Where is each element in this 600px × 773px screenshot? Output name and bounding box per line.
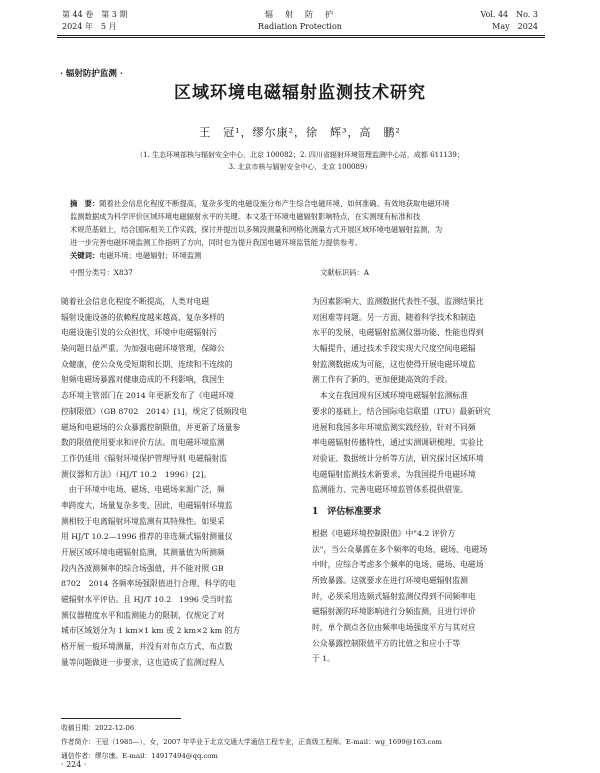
body-line: 时，单个测点各位由频率电场强度平方与其对应	[312, 623, 476, 633]
header-journal-en: Radiation Protection	[258, 22, 342, 31]
left-column	[61, 294, 291, 671]
header-rule	[57, 35, 545, 36]
body-line: 射监测数据成为可能，这也使得开展电磁环境监	[312, 359, 476, 369]
body-line: 测仪器和方法》（HJ/T 10.2 1996）[2]。	[61, 469, 212, 479]
body-line: 对验证、数据统计分析等方法，研究探讨区域环境	[312, 453, 484, 463]
body-line: 水平的发展，电磁辐射监测仪器功能、性能也得到	[312, 328, 484, 338]
body-line: 随着社会信息化程度不断提高，人类对电磁	[61, 297, 210, 306]
body-line: 8702 2014 各频率场强限值进行合理、科学的电	[61, 579, 236, 589]
body-line: 格开展一般环境测量，并没有对布点方式、布点数	[61, 642, 233, 652]
body-line: 磁辐射水平评估。且 HJ/T 10.2 1996 受当时监	[61, 595, 233, 605]
body-line: 所致暴露。这就要求在进行环境电磁辐射监测	[312, 576, 468, 585]
body-line: 城市区域划分为 1 km×1 km 或 2 km×2 km 的方	[61, 626, 241, 636]
body-line: 要求的基础上，结合国际电信联盟（ITU）最新研究	[312, 406, 491, 416]
body-line: 众健康，使公众免受短期和长期、连续和不连续的	[61, 359, 233, 369]
body-line: 大幅提升，通过技术手段实现大尺度空间电磁辐	[312, 344, 476, 354]
right-column	[312, 294, 542, 667]
body-line: 态环境主管部门在 2014 年更新发布了《电磁环境	[61, 391, 234, 401]
footnote-rule	[61, 718, 181, 719]
keywords	[70, 251, 201, 261]
body-line: 进展和我国多年环境监测实践经验，针对不同频	[312, 422, 476, 432]
footnote-received: 收稿日期：2022-12-06	[61, 724, 135, 732]
footnote-corresponding: 通信作者：缪尔康。E-mail：14917494@qq.com	[61, 752, 218, 760]
body-line: 量等问题做进一步要求，这也造成了监测过程人	[61, 657, 225, 667]
body-line: 时，必须采用选频式辐射监测仪得到不同频率电	[312, 591, 476, 601]
abstract-line: 随着社会信息化程度不断提高，复杂多变的电磁设施分布产生综合电磁环境，如何准确、有效地获取电磁环境	[99, 199, 450, 208]
body-line: 为因素影响大、监测数据代表性不强、监测结果比	[312, 297, 484, 306]
authors: 王 冠¹，缪尔康²，徐 辉³，高 鹏²	[199, 126, 401, 139]
body-line: 本文在我国现有区域环境电磁辐射监测标准	[312, 391, 468, 401]
abstract	[70, 197, 540, 249]
page-number: · 224 ·	[61, 760, 87, 769]
header-date-cn: 2024 年 5 月	[62, 22, 117, 31]
body-line: 染问题日益严重。为加强电磁环境管理，保障公	[61, 344, 225, 354]
body-line: 控制限值》（GB 8702 2014）[1]，规定了低频段电	[61, 406, 248, 416]
body-line: 工作仍延用《辐射环境保护管理导则 电磁辐射监	[61, 453, 228, 463]
abstract-label: 摘 要：	[70, 199, 100, 208]
abstract-line: 进一步完善电磁环境监测工作指明了方向，同时也为提升我国电磁环境监管能力提供参考。	[70, 238, 362, 247]
body-line: 测仪器精度水平和监测能力的限制，仅规定了对	[61, 610, 225, 620]
document-code: 文献标识码：A	[320, 268, 370, 277]
section-1-heading: 1 评估标准要求	[312, 506, 382, 517]
body-line: 磁场和电磁场的公众暴露控制限值，并更新了场量参	[61, 422, 241, 432]
body-line: 电磁辐射监测技术新要求，为我国提升电磁环境	[312, 469, 476, 479]
header-date-en: May 2024	[492, 22, 538, 31]
body-line: 根据《电磁环境控制限值》中"4.2 评价方	[312, 528, 456, 538]
body-line: 电磁设施引发的公众担忧，环境中电磁辐射污	[61, 328, 217, 338]
body-line: 磁辐射源的环境影响进行分频监测，且进行评价	[312, 607, 476, 617]
section-heading	[312, 498, 542, 526]
keywords-label: 关键词：	[70, 251, 100, 260]
paper-title: 区域环境电磁辐射监测技术研究	[174, 83, 426, 103]
body-line: 监测能力、完善电磁环境监管体系提供借鉴。	[312, 485, 468, 495]
body-line: 公众暴露控制限值平方的比值之和应小于等	[312, 638, 461, 648]
body-line: 段内各波测频率的综合场强值，并不能对照 GB	[61, 563, 224, 573]
body-line: 于 1。	[312, 654, 336, 664]
body-line: 开展区域环境电磁辐射监测，其测量值为所测频	[61, 548, 225, 557]
body-line: 辐射设施设备的依赖程度越来越高，复杂多样的	[61, 312, 225, 322]
body-line: 测工作有了新的、更加便捷高效的手段。	[312, 375, 453, 385]
body-line: 对困难等问题。另一方面，随着科学技术和制造	[312, 312, 476, 322]
affiliation-line: 3. 北京市核与辐射安全中心，北京 100089）	[228, 163, 372, 171]
body-line: 射频电磁场暴露对健康造成的不利影响，我国生	[61, 375, 225, 385]
body-line: 率跨度大，场量复杂多变，因此，电磁辐射环境监	[61, 500, 233, 510]
header-journal-cn: 辐 射 防 护	[265, 10, 335, 19]
body-line: 测相较于电离辐射环境监测有其特殊性。如果采	[61, 516, 225, 526]
body-line: 中时，应综合考虑多个频率的电场、磁场、电磁场	[312, 560, 484, 570]
body-line: 由于环境中电场、磁场、电磁场来源广泛，频	[61, 485, 225, 495]
body-line: 用 HJ/T 10.2—1996 推荐的非选频式辐射测量仪	[61, 532, 233, 542]
header-vol-en: Vol. 44 No. 3	[480, 10, 538, 19]
body-line: 法"，当公众暴露在多个频率的电场、磁场、电磁场	[312, 544, 488, 554]
affiliation-line: （1. 生态环境部核与辐射安全中心，北京 100082；2. 四川省辐射环境管理监测中心站，成都 611139；	[136, 151, 464, 159]
body-line: 率电磁辐射传播特性，通过实测调研梳理、实验比	[312, 438, 484, 448]
abstract-line: 监测数据成为科学评价区域环境电磁辐射水平的关键。本文基于环境电磁辐射影响特点，在实测现有标准和技	[70, 212, 421, 221]
abstract-line: 术规范基础上，结合国际相关工作实践，探讨并提出以多频段测量和网格化测量方式开展区域环境电磁辐射监测，为	[70, 225, 443, 234]
header-rule-thin	[57, 37, 545, 38]
header-volume: 第 44 卷 第 3 期	[62, 10, 128, 19]
keywords-value: 电磁环境；电磁辐射；环境监测	[99, 251, 202, 260]
clc-number: 中图分类号：X837	[70, 268, 133, 277]
section-label: · 辐射防护监测 ·	[60, 69, 123, 79]
footnote-author-bio: 作者简介：王冠（1985—），女，2007 年毕业于北京交通大学通信工程专业，正高级工程师。E-mail：wg_1699@163.com	[61, 738, 443, 746]
body-line: 数的限值使用要求和评价方法。而电磁环境监测	[61, 438, 225, 448]
